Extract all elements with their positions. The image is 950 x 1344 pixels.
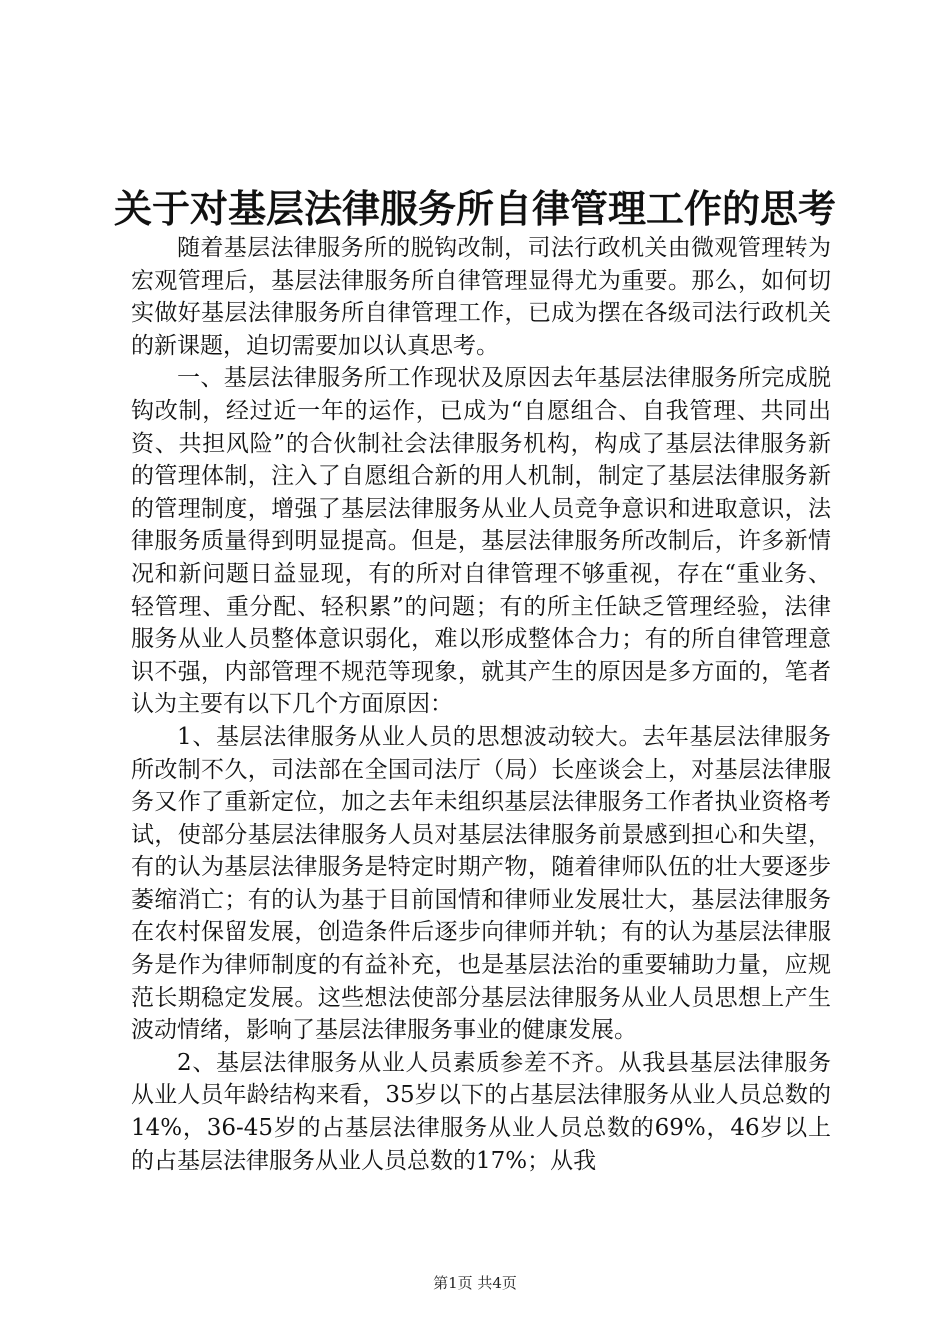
document-title: 关于对基层法律服务所自律管理工作的思考 — [113, 186, 836, 231]
paragraph-intro: 随着基层法律服务所的脱钩改制，司法行政机关由微观管理转为宏观管理后，基层法律服务所自律管理显得尤为重要。那么，如何切实做好基层法律服务所自律管理工作，已成为摆在各级司法行政机关的新课题，迫切需要加以认真思考。 — [131, 235, 831, 359]
paragraph-point-1: 1、基层法律服务从业人员的思想波动较大。去年基层法律服务所改制不久，司法部在全国司法厅（局）长座谈会上，对基层法律服务又作了重新定位，加之去年未组织基层法律服务工作者执业资格考试，使部分基层法律服务人员对基层法律服务前景感到担心和失望，有的认为基层法律服务是特定时期产物，随着律师队伍的壮大要逐步萎缩消亡；有的认为基于目前国情和律师业发展壮大，基层法律服务在农村保留发展，创造条件后逐步向律师并轨；有的认为基层法律服务是作为律师制度的有益补充，也是基层法治的重要辅助力量，应规范长期稳定发展。这些想法使部分基层法律服务从业人员思想上产生波动情绪，影响了基层法律服务事业的健康发展。 — [131, 723, 831, 1044]
paragraph-point-2: 2、基层法律服务从业人员素质参差不齐。从我县基层法律服务从业人员年龄结构来看，35岁以下的占基层法律服务从业人员总数的14%，36-45岁的占基层法律服务从业人员总数的69%，46岁以上的占基层法律服务从业人员总数的17%；从我 — [131, 1049, 831, 1174]
page-footer: 第1页 共4页 — [433, 1274, 517, 1292]
document-body — [131, 232, 831, 1177]
paragraph-section-1: 一、基层法律服务所工作现状及原因去年基层法律服务所完成脱钩改制，经过近一年的运作，已成为“自愿组合、自我管理、共同出资、共担风险”的合伙制社会法律服务机构，构成了基层法律服务新的管理体制，注入了自愿组合新的用人机制，制定了基层法律服务新的管理制度，增强了基层法律服务从业人员竞争意识和进取意识，法律服务质量得到明显提高。但是，基层法律服务所改制后，许多新情况和新问题日益显现，有的所对自律管理不够重视，存在“重业务、轻管理、重分配、轻积累”的问题；有的所主任缺乏管理经验，法律服务从业人员整体意识弱化，难以形成整体合力；有的所自律管理意识不强，内部管理不规范等现象，就其产生的原因是多方面的，笔者认为主要有以下几个方面原因： — [131, 365, 831, 718]
